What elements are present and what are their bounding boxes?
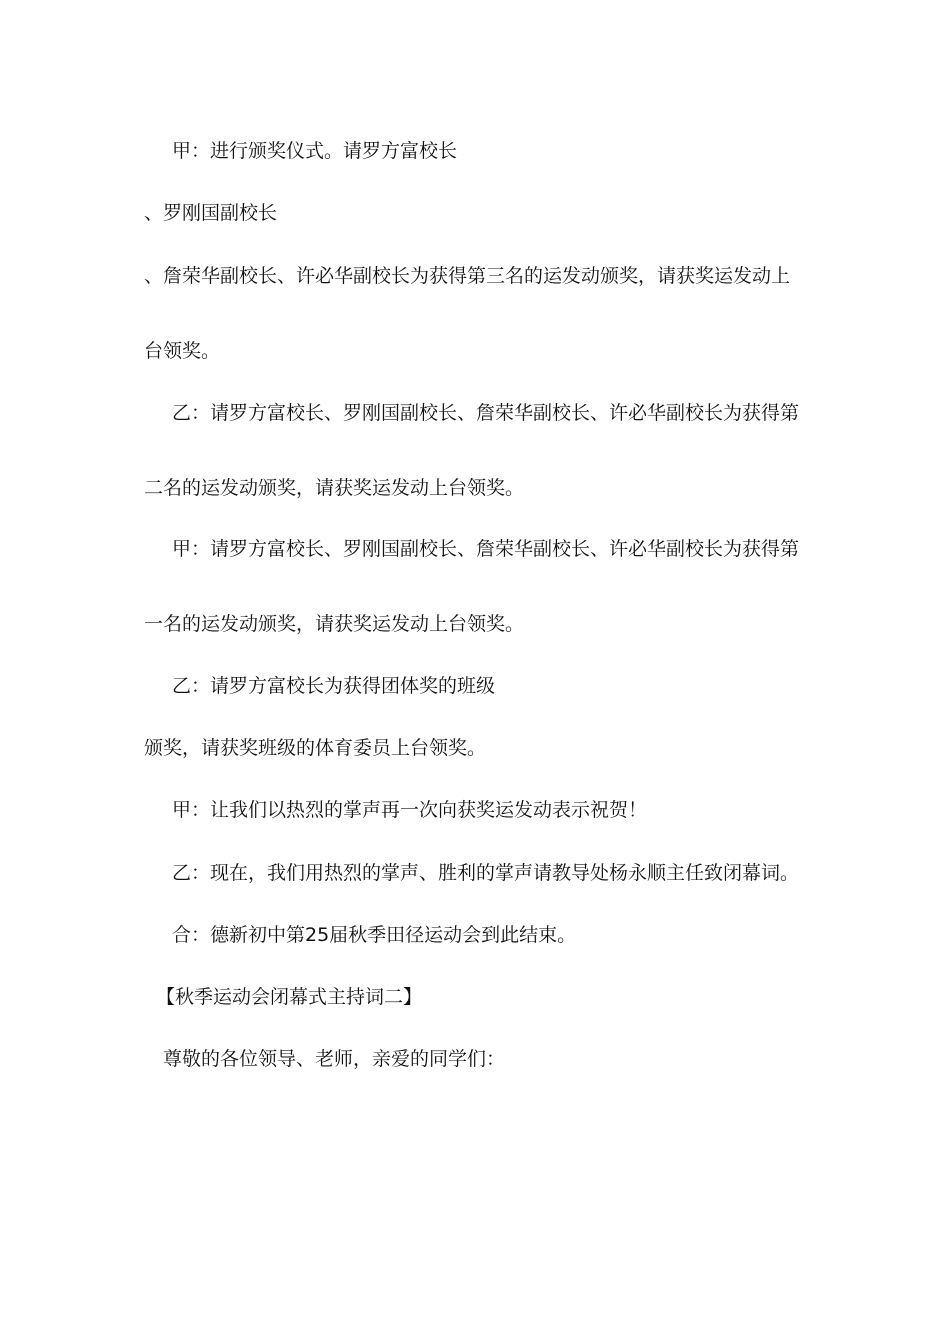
paragraph-line: 乙：现在，我们用热烈的掌声、胜利的掌声请教导处杨永顺主任致闭幕词。	[172, 862, 800, 884]
paragraph-line: 乙：请罗方富校长为获得团体奖的班级	[172, 675, 496, 697]
paragraph-line: 乙：请罗方富校长、罗刚国副校长、詹荣华副校长、许必华副校长为获得第	[172, 402, 800, 424]
paragraph-line: 、罗刚国副校长	[144, 202, 278, 224]
salutation-line: 尊敬的各位领导、老师，亲爱的同学们：	[163, 1048, 506, 1070]
paragraph-line: 甲：进行颁奖仪式。请罗方富校长	[172, 140, 458, 162]
paragraph-line: 甲：让我们以热烈的掌声再一次向获奖运发动表示祝贺！	[172, 799, 648, 821]
section-heading: 【秋季运动会闭幕式主持词二】	[156, 986, 423, 1008]
paragraph-line: 一名的运发动颁奖，请获奖运发动上台领奖。	[144, 613, 525, 635]
paragraph-line: 颁奖，请获奖班级的体育委员上台领奖。	[144, 737, 487, 759]
paragraph-line: 二名的运发动颁奖，请获奖运发动上台领奖。	[144, 477, 525, 499]
paragraph-line: 、詹荣华副校长、许必华副校长为获得第三名的运发动颁奖，请获奖运发动上	[144, 265, 791, 287]
paragraph-line: 合：德新初中第25届秋季田径运动会到此结束。	[172, 924, 577, 946]
paragraph-line: 台领奖。	[144, 340, 221, 362]
paragraph-line: 甲：请罗方富校长、罗刚国副校长、詹荣华副校长、许必华副校长为获得第	[172, 538, 800, 560]
